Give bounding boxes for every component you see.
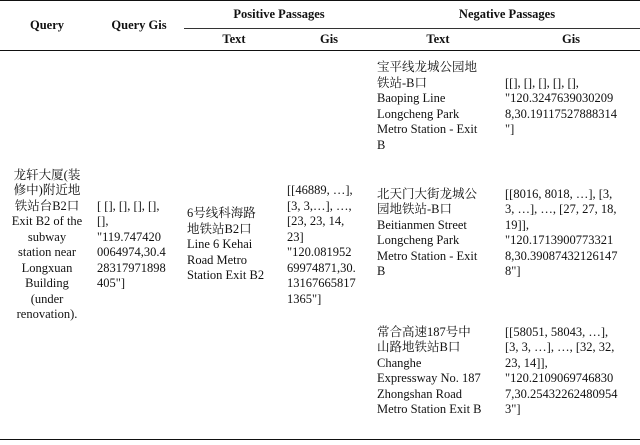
negative-gis-cell-3: [[58051, 58043, …], [3, 3, …], …, [32, 32, 23, 14]], "120.2109069746830 7,30.25432262480954 3"] [505, 324, 618, 417]
header-query: Query [0, 1, 94, 51]
positive-text-cell: 6号线科海路 地铁站B2口 Line 6 Kehai Road Metro Station Exit B2 [184, 51, 284, 440]
negative-text-cell-3: 常合高速187号中 山路地铁站B口 Changhe Expressway No. 187 Zhongshan Road Metro Station Exit B [377, 324, 482, 417]
query-text-cell: 龙轩大厦(装 修中)附近地 铁站台B2口 Exit B2 of the subway station near Longxuan Building (under renovation). [0, 51, 94, 440]
header-query-gis: Query Gis [94, 1, 184, 51]
header-positive-gis: Gis [319, 31, 339, 46]
negative-gis-cell-1: [[], [], [], [], [], "120.3247639030209 8,30.19117527888314 "] [505, 75, 618, 137]
negative-gis-cell-2: [[8016, 8018, …], [3, 3, …], …, [27, 27, 18, 19]], "120.1713900773321 8,30.39087432126147 8"] [505, 186, 618, 278]
positive-gis-cell: [[46889, …], [3, 3,…], …, [23, 23, 14, 23] "120.081952 69974871,30. 13167665817 1365"] [284, 51, 374, 440]
header-positive-text: Text [222, 31, 246, 46]
header-negative-passages: Negative Passages [374, 1, 640, 29]
negative-text-cell-2: 北天门大街龙城公 园地铁站-B口 Beitianmen Street Longcheng Park Metro Station - Exit B [377, 186, 478, 278]
header-positive-passages: Positive Passages [184, 1, 374, 29]
negative-text-cell-1: 宝平线龙城公园地 铁站-B口 Baoping Line Longcheng Park Metro Station - Exit B [377, 60, 478, 152]
query-gis-cell: [ [], [], [], [], [], "119.747420 0064974,30.4 28317971898 405"] [94, 51, 184, 440]
header-negative-text: Text [426, 31, 450, 46]
header-negative-gis: Gis [561, 31, 581, 46]
